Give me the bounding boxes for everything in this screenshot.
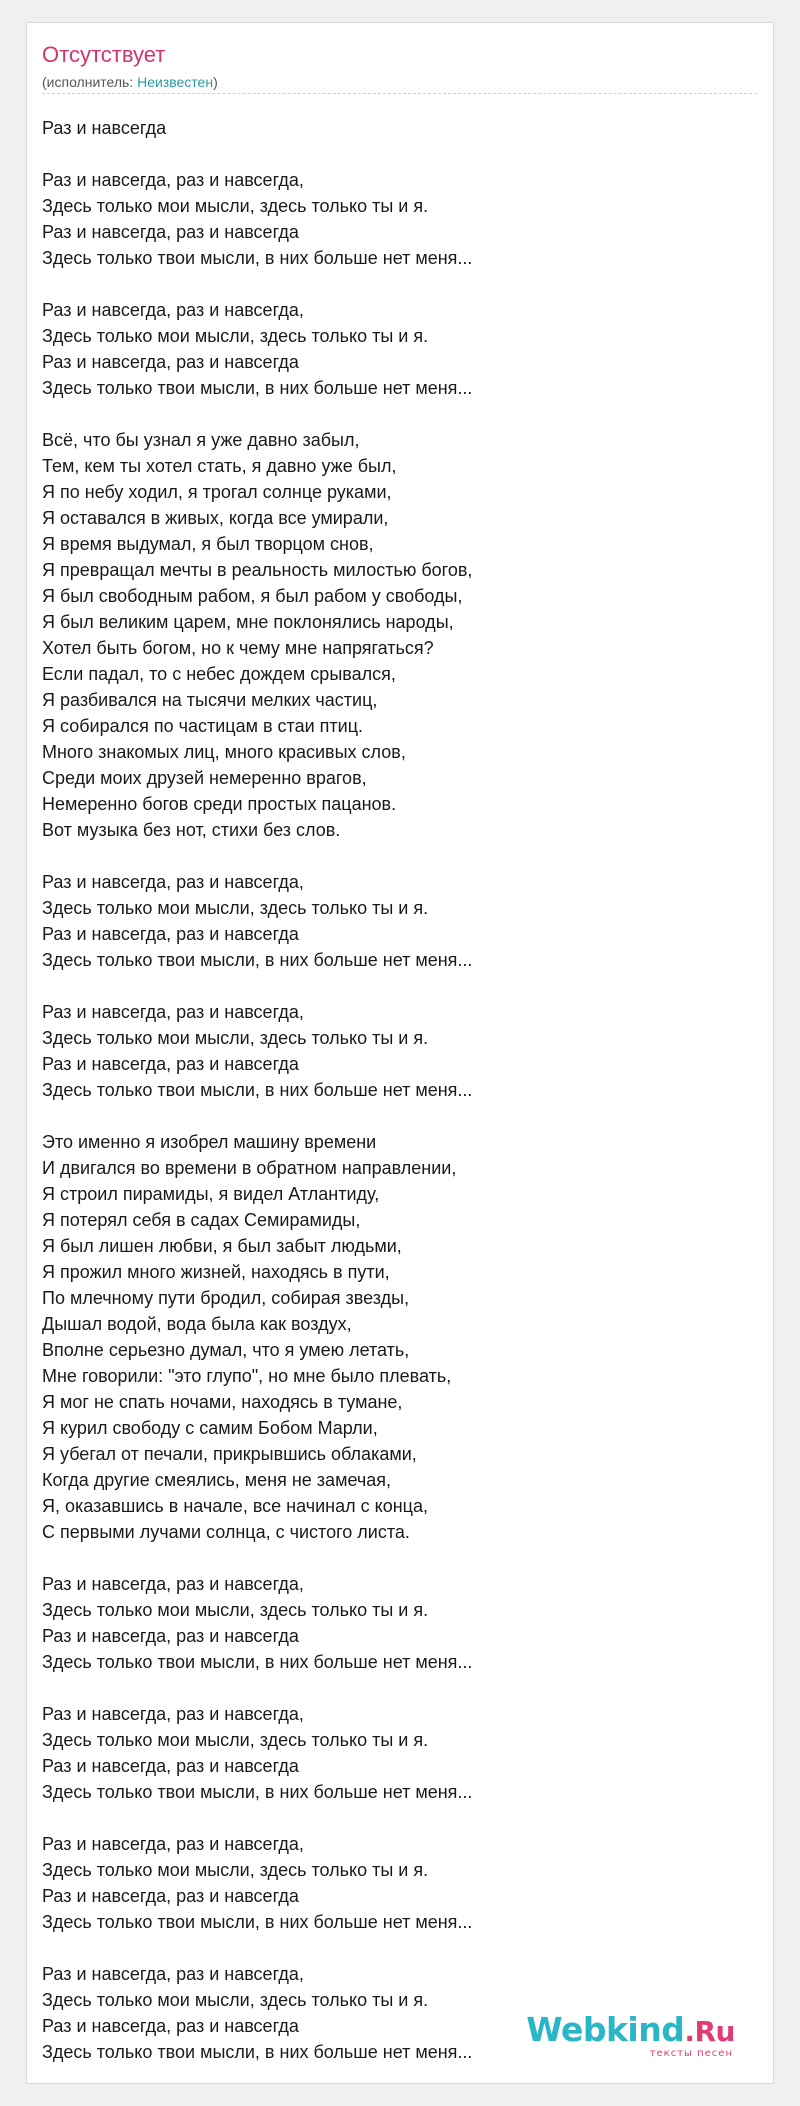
- lyrics-line: Я разбивался на тысячи мелких частиц,: [42, 690, 378, 710]
- lyrics-line: С первыми лучами солнца, с чистого листа.: [42, 1522, 410, 1542]
- lyrics-line: Здесь только твои мысли, в них больше нет меня...: [42, 1080, 473, 1100]
- lyrics-line: Я мог не спать ночами, находясь в тумане,: [42, 1392, 403, 1412]
- lyrics-line: Вот музыка без нот, стихи без слов.: [42, 820, 341, 840]
- lyrics-line: Здесь только твои мысли, в них больше нет меня...: [42, 1652, 473, 1672]
- lyrics-line: Мне говорили: "это глупо", но мне было плевать,: [42, 1366, 452, 1386]
- lyrics-line: Раз и навсегда, раз и навсегда,: [42, 1002, 304, 1022]
- lyrics-line: Раз и навсегда, раз и навсегда,: [42, 300, 304, 320]
- stanza-break: [42, 1103, 757, 1129]
- lyrics-line: Всё, что бы узнал я уже давно забыл,: [42, 430, 360, 450]
- lyrics-line: Вполне серьезно думал, что я умею летать,: [42, 1340, 410, 1360]
- lyrics-line: Я был лишен любви, я был забыт людьми,: [42, 1236, 402, 1256]
- lyrics-line: Я оставался в живых, когда все умирали,: [42, 508, 389, 528]
- lyrics-line: Раз и навсегда, раз и навсегда: [42, 1054, 299, 1074]
- lyrics-line: Здесь только твои мысли, в них больше нет меня...: [42, 2042, 473, 2062]
- lyrics-line: Раз и навсегда, раз и навсегда,: [42, 1574, 304, 1594]
- lyrics-line: Хотел быть богом, но к чему мне напрягаться?: [42, 638, 434, 658]
- lyrics-line: И двигался во времени в обратном направлении,: [42, 1158, 457, 1178]
- lyrics-line: Раз и навсегда, раз и навсегда: [42, 1626, 299, 1646]
- stanza-break: [42, 973, 757, 999]
- stanza-break: [42, 843, 757, 869]
- lyrics-line: Здесь только мои мысли, здесь только ты и я.: [42, 898, 429, 918]
- header-divider: [42, 93, 757, 94]
- song-title: Отсутствует: [42, 42, 166, 67]
- stanza-break: [42, 1805, 757, 1831]
- lyrics-line: Я курил свободу с самим Бобом Марли,: [42, 1418, 378, 1438]
- lyrics-line: Раз и навсегда, раз и навсегда,: [42, 872, 304, 892]
- lyrics-line: Здесь только мои мысли, здесь только ты и я.: [42, 1990, 429, 2010]
- logo-wordmark: [526, 2010, 735, 2049]
- lyrics-line: Я был великим царем, мне поклонялись народы,: [42, 612, 454, 632]
- lyrics-line: Раз и навсегда, раз и навсегда: [42, 1756, 299, 1776]
- lyrics-line: Я превращал мечты в реальность милостью богов,: [42, 560, 473, 580]
- stanza-break: [42, 1935, 757, 1961]
- lyrics-line: Когда другие смеялись, меня не замечая,: [42, 1470, 391, 1490]
- lyrics-line: Я, оказавшись в начале, все начинал с конца,: [42, 1496, 428, 1516]
- lyrics-line: Я прожил много жизней, находясь в пути,: [42, 1262, 390, 1282]
- lyrics-line: Здесь только твои мысли, в них больше нет меня...: [42, 1782, 473, 1802]
- lyrics-card: [26, 22, 774, 2084]
- lyrics-line: Раз и навсегда, раз и навсегда,: [42, 170, 304, 190]
- lyrics-line: Раз и навсегда, раз и навсегда: [42, 1886, 299, 1906]
- lyrics-line: Раз и навсегда, раз и навсегда,: [42, 1834, 304, 1854]
- lyrics-line: Здесь только твои мысли, в них больше нет меня...: [42, 950, 473, 970]
- lyrics-line: Немеренно богов среди простых пацанов.: [42, 794, 397, 814]
- lyrics-line: Я убегал от печали, прикрывшись облаками,: [42, 1444, 417, 1464]
- lyrics-line: Я по небу ходил, я трогал солнце руками,: [42, 482, 392, 502]
- lyrics-line: Я собирался по частицам в стаи птиц.: [42, 716, 364, 736]
- lyrics-line: Среди моих друзей немеренно врагов,: [42, 768, 367, 788]
- lyrics-line: Раз и навсегда, раз и навсегда,: [42, 1964, 304, 1984]
- lyrics-line: Тем, кем ты хотел стать, я давно уже был,: [42, 456, 397, 476]
- artist-line: [42, 73, 218, 91]
- lyrics-line: Я был свободным рабом, я был рабом у свободы,: [42, 586, 463, 606]
- lyrics-line: Здесь только мои мысли, здесь только ты и я.: [42, 1860, 429, 1880]
- artist-suffix: ): [213, 74, 218, 90]
- lyrics-line: Раз и навсегда: [42, 118, 167, 138]
- logo-name: Webkind: [526, 2010, 685, 2049]
- lyrics-line: Раз и навсегда, раз и навсегда: [42, 924, 299, 944]
- lyrics-line: Я время выдумал, я был творцом снов,: [42, 534, 374, 554]
- lyrics-line: Здесь только мои мысли, здесь только ты и я.: [42, 326, 429, 346]
- lyrics-line: Если падал, то с небес дождем срывался,: [42, 664, 396, 684]
- lyrics-line: Здесь только мои мысли, здесь только ты и я.: [42, 1028, 429, 1048]
- lyrics-line: Раз и навсегда, раз и навсегда,: [42, 1704, 304, 1724]
- lyrics-line: Это именно я изобрел машину времени: [42, 1132, 377, 1152]
- logo-suffix: .Ru: [684, 2015, 735, 2048]
- stanza-break: [42, 271, 757, 297]
- artist-prefix: (исполнитель:: [42, 74, 138, 90]
- lyrics-line: Я строил пирамиды, я видел Атлантиду,: [42, 1184, 380, 1204]
- stanza-break: [42, 1545, 757, 1571]
- lyrics-line: Здесь только твои мысли, в них больше нет меня...: [42, 378, 473, 398]
- lyrics-line: Здесь только мои мысли, здесь только ты и я.: [42, 1730, 429, 1750]
- lyrics-line: Я потерял себя в садах Семирамиды,: [42, 1210, 361, 1230]
- lyrics-line: Раз и навсегда, раз и навсегда: [42, 222, 299, 242]
- lyrics-line: Раз и навсегда, раз и навсегда: [42, 352, 299, 372]
- stanza-break: [42, 141, 757, 167]
- artist-link[interactable]: Неизвестен: [137, 74, 214, 90]
- lyrics-line: Раз и навсегда, раз и навсегда: [42, 2016, 299, 2036]
- lyrics-body: [42, 115, 757, 2065]
- lyrics-line: Много знакомых лиц, много красивых слов,: [42, 742, 406, 762]
- lyrics-line: Здесь только твои мысли, в них больше нет меня...: [42, 248, 473, 268]
- site-logo[interactable]: [526, 2010, 735, 2059]
- stanza-break: [42, 1675, 757, 1701]
- lyrics-line: Здесь только мои мысли, здесь только ты и я.: [42, 1600, 429, 1620]
- lyrics-line: По млечному пути бродил, собирая звезды,: [42, 1288, 410, 1308]
- lyrics-line: Дышал водой, вода была как воздух,: [42, 1314, 352, 1334]
- stanza-break: [42, 401, 757, 427]
- lyrics-line: Здесь только мои мысли, здесь только ты и я.: [42, 196, 429, 216]
- logo-tagline: тексты песен: [649, 2048, 733, 2059]
- lyrics-line: Здесь только твои мысли, в них больше нет меня...: [42, 1912, 473, 1932]
